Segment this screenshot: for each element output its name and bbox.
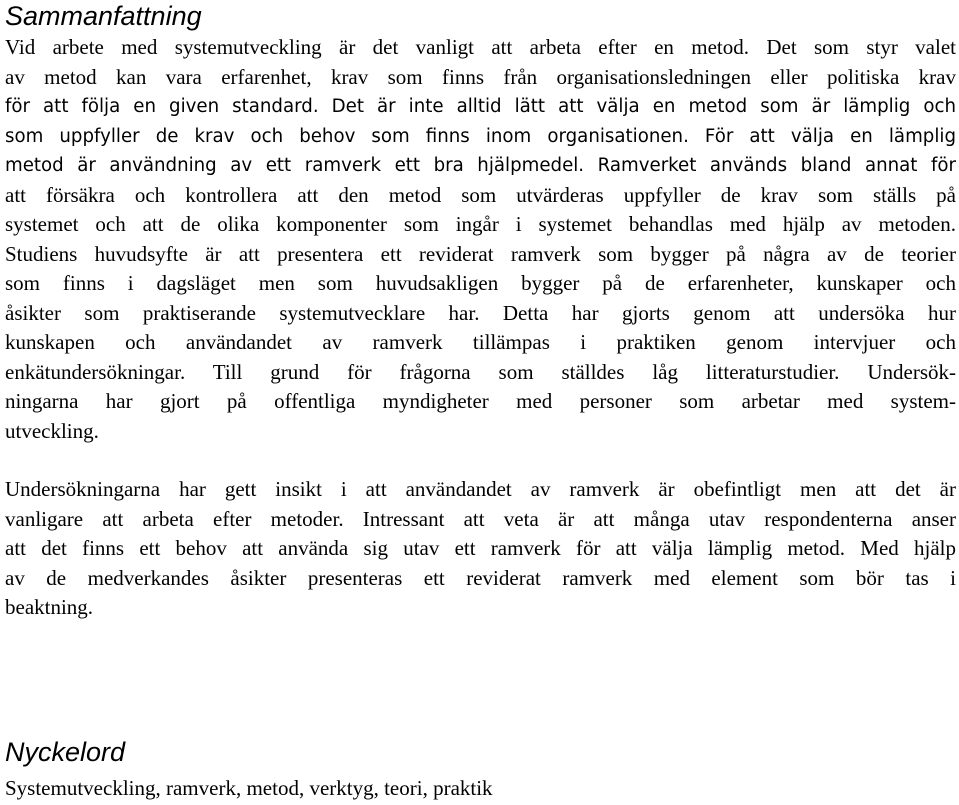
summary-line: åsikter som praktiserande systemutvecklare har. Detta har gjorts genom att undersöka hur xyxy=(5,300,956,325)
summary-line: kunskapen och användandet av ramverk tillämpas i praktiken genom intervjuer och xyxy=(5,330,956,354)
summary-line: som uppfyller de krav och behov som finns inom organisationen. För att välja en lämplig xyxy=(5,125,956,147)
conclusion-line: av de medverkandes åsikter presenteras ett reviderat ramverk med element som bör tas i xyxy=(5,565,956,590)
conclusion-line: beaktning. xyxy=(5,595,94,619)
summary-line: Vid arbete med systemutveckling är det vanligt att arbeta efter en metod. Det som styr valet xyxy=(5,35,956,59)
summary-line: enkätundersökningar. Till grund för frågorna som ställdes låg litteraturstudier. Undersök- xyxy=(5,359,956,384)
summary-line: utveckling. xyxy=(5,418,99,443)
summary-line: ningarna har gjort på offentliga myndigheter med personer som arbetar med system- xyxy=(5,389,956,413)
summary-line: systemet och att de olika komponenter som ingår i systemet behandlas med hjälp av metoden. xyxy=(5,212,956,236)
summary-line: Studiens huvudsyfte är att presentera ett reviderat ramverk som bygger på några av de teorier xyxy=(5,241,956,266)
summary-line: metod är användning av ett ramverk ett bra hjälpmedel. Ramverket används bland annat för xyxy=(5,155,956,176)
conclusion-line: vanligare att arbeta efter metoder. Intressant att veta är att många utav respondenterna anser xyxy=(5,506,956,531)
summary-heading: Sammanfattning xyxy=(5,1,202,31)
keywords-heading: Nyckelord xyxy=(5,737,126,767)
summary-paragraph xyxy=(5,33,956,446)
conclusion-line: Undersökningarna har gett insikt i att användandet av ramverk är obefintligt men att det är xyxy=(5,477,956,501)
conclusion-paragraph xyxy=(5,475,956,623)
summary-line: för att följa en given standard. Det är inte alltid lätt att välja en metod som är lämplig och xyxy=(5,96,956,117)
keywords-text: Systemutveckling, ramverk, metod, verktyg, teori, praktik xyxy=(5,776,493,800)
summary-line: som finns i dagsläget men som huvudsakligen bygger på de erfarenheter, kunskaper och xyxy=(5,271,956,295)
summary-line: att försäkra och kontrollera att den metod som utvärderas uppfyller de krav som ställs på xyxy=(5,182,956,207)
summary-line: av metod kan vara erfarenhet, krav som finns från organisationsledningen eller politiska krav xyxy=(5,64,956,89)
conclusion-line: att det finns ett behov att använda sig utav ett ramverk för att välja lämplig metod. Med hjälp xyxy=(5,536,956,560)
